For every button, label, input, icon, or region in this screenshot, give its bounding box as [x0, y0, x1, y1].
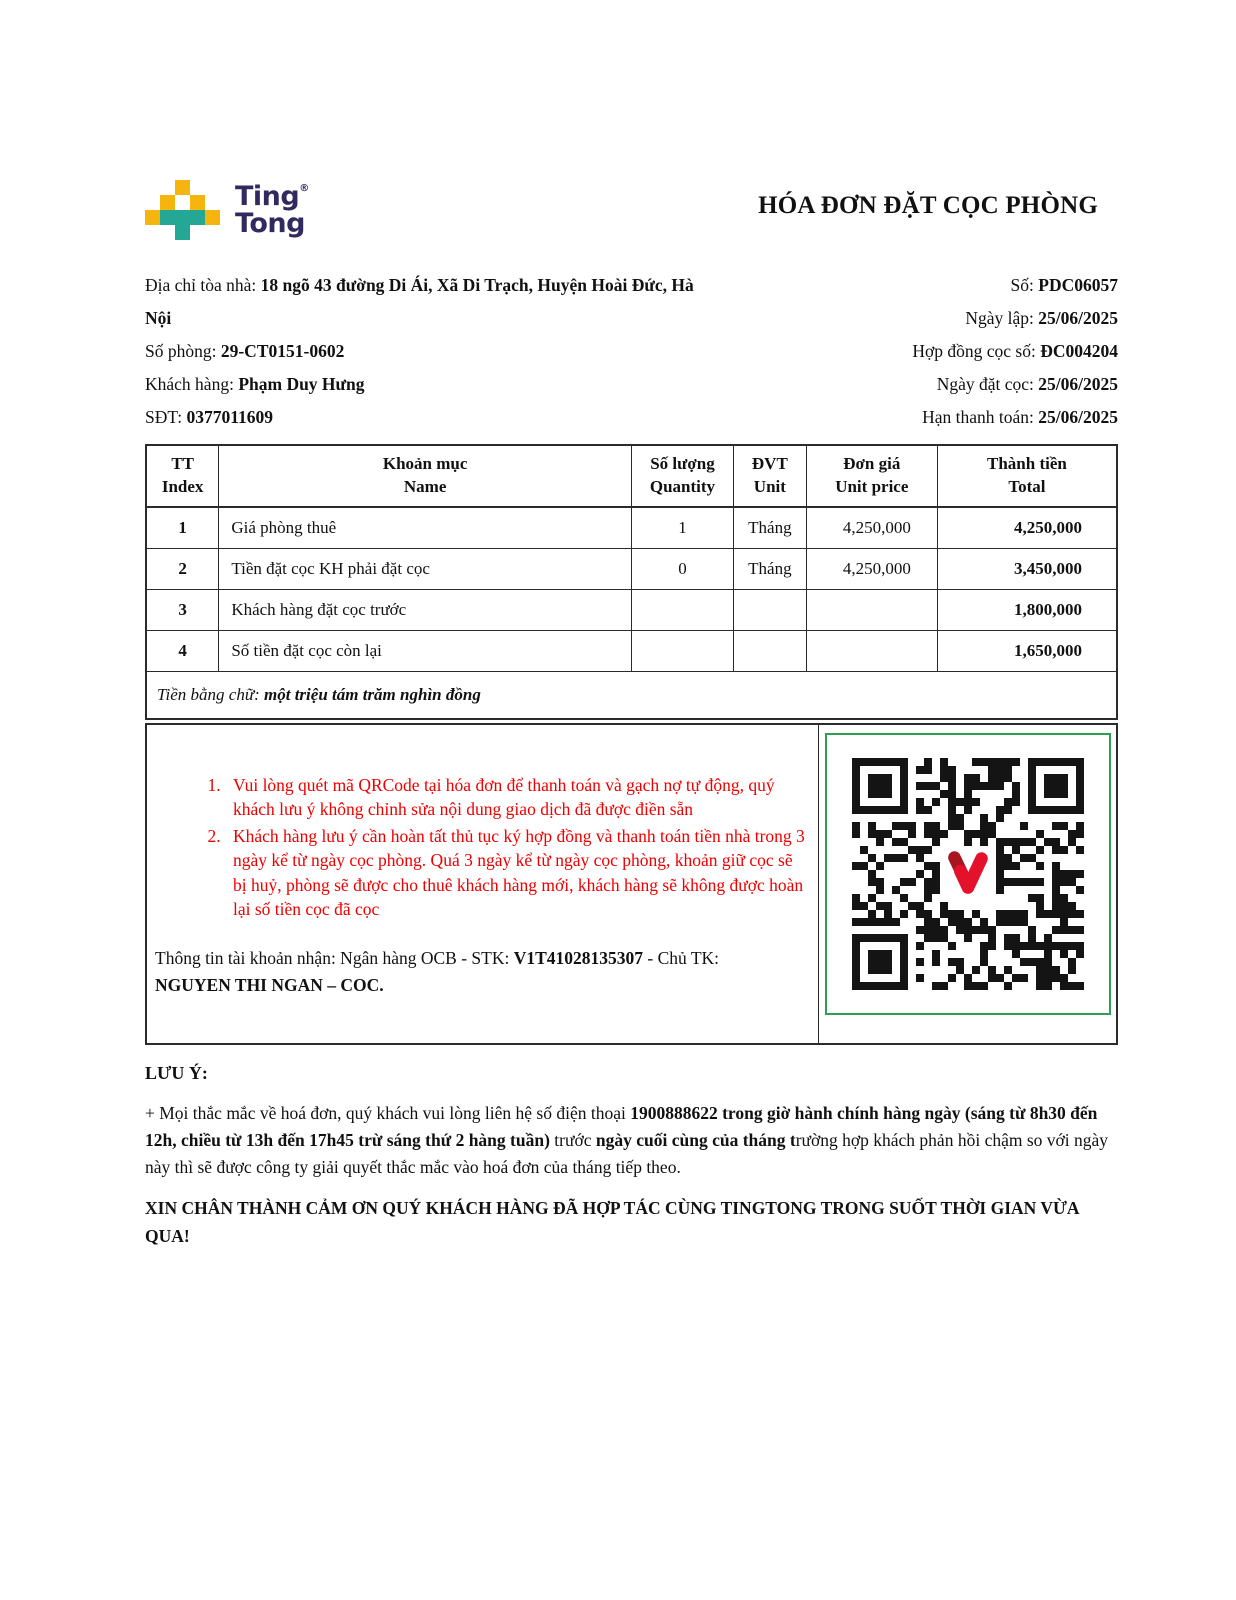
amount-in-words: Tiền bằng chữ: một triệu tám trăm nghìn đồng — [146, 671, 1117, 719]
col-total: Thành tiền Total — [937, 445, 1117, 507]
payment-qr-code — [852, 758, 1084, 990]
deposit-contract-number: Hợp đồng cọc số: ĐC004204 — [912, 341, 1118, 361]
customer-info — [145, 269, 707, 434]
payment-notes-list — [155, 773, 810, 921]
col-quantity: Số lượng Quantity — [632, 445, 734, 507]
bank-account-info: Thông tin tài khoản nhận: Ngân hàng OCB - STK: V1T41028135307 - Chủ TK: NGUYEN THI NGAN – COC. — [155, 947, 720, 995]
note-item: 1. Vui lòng quét mã QRCode tại hóa đơn để thanh toán và gạch nợ tự động, quý khách lưu ý không chỉnh sửa nội dung giao dịch đã được điền sẵn — [225, 773, 810, 821]
registered-mark: ® — [299, 183, 309, 195]
page-title: HÓA ĐƠN ĐẶT CỌC PHÒNG — [758, 192, 1098, 219]
col-unit: ĐVT Unit — [733, 445, 806, 507]
customer-phone: SĐT: 0377011609 — [145, 407, 273, 427]
table-row: 3 Khách hàng đặt cọc trước 1,800,000 — [146, 589, 1117, 630]
invoice-number: Số: PDC06057 — [1010, 275, 1118, 295]
payment-due-date: Hạn thanh toán: 25/06/2025 — [922, 407, 1118, 427]
items-table — [145, 444, 1118, 720]
notes-and-qr-box — [145, 723, 1118, 1045]
deposit-date: Ngày đặt cọc: 25/06/2025 — [936, 374, 1118, 394]
invoice-document — [145, 180, 1118, 1250]
qr-frame — [825, 733, 1111, 1015]
room-number: Số phòng: 29-CT0151-0602 — [145, 341, 345, 361]
col-unit-price: Đơn giá Unit price — [806, 445, 937, 507]
invoice-meta — [707, 269, 1118, 434]
col-name: Khoản mục Name — [219, 445, 632, 507]
table-row: 4 Số tiền đặt cọc còn lại 1,650,000 — [146, 630, 1117, 671]
notes-panel — [147, 725, 819, 1043]
note-item: 2. Khách hàng lưu ý cần hoàn tất thủ tục ký hợp đồng và thanh toán tiền nhà trong 3 ngày kể từ ngày cọc phòng. Quá 3 ngày kể từ ngày cọc phòng, khoản giữ cọc sẽ bị huỷ, phòng sẽ được cho thuê khách hàng mới, khách hàng sẽ không được hoàn lại số tiền cọc đã cọc — [225, 824, 810, 921]
customer-name: Khách hàng: Phạm Duy Hưng — [145, 374, 365, 394]
tingtong-logo — [145, 180, 309, 241]
hotline-paragraph: + Mọi thắc mắc về hoá đơn, quý khách vui lòng liên hệ số điện thoại 1900888622 trong giờ hành chính hàng ngày (sáng từ 8h30 đến 12h, chiều từ 13h đến 17h45 trừ sáng thứ 2 hàng tuần) trước ngày cuối cùng của tháng trường hợp khách phản hồi chậm so với ngày này thì sẽ được công ty giải quyết thắc mắc vào hoá đơn của tháng tiếp theo. — [145, 1103, 1109, 1178]
attention-heading: LƯU Ý: — [145, 1063, 208, 1083]
tingtong-logo-icon — [145, 180, 221, 241]
col-index: TT Index — [146, 445, 219, 507]
table-row: 1 Giá phòng thuê 1 Tháng 4,250,000 4,250,000 — [146, 507, 1117, 548]
vietqr-v-icon — [939, 845, 997, 903]
header — [145, 180, 1118, 241]
tingtong-logo-text: Ting® Tong — [235, 181, 309, 239]
building-address: Địa chỉ tòa nhà: 18 ngõ 43 đường Di Ái, Xã Di Trạch, Huyện Hoài Đức, Hà Nội — [145, 275, 694, 328]
table-row: 2 Tiền đặt cọc KH phải đặt cọc 0 Tháng 4,250,000 3,450,000 — [146, 548, 1117, 589]
invoice-info — [145, 269, 1118, 434]
qr-panel — [819, 725, 1116, 1043]
footer-notes — [145, 1063, 1118, 1250]
table-header — [146, 445, 1117, 507]
thank-you-paragraph: XIN CHÂN THÀNH CẢM ƠN QUÝ KHÁCH HÀNG ĐÃ HỢP TÁC CÙNG TINGTONG TRONG SUỐT THỜI GIAN VỪA QUA! — [145, 1198, 1079, 1246]
issue-date: Ngày lập: 25/06/2025 — [965, 308, 1118, 328]
